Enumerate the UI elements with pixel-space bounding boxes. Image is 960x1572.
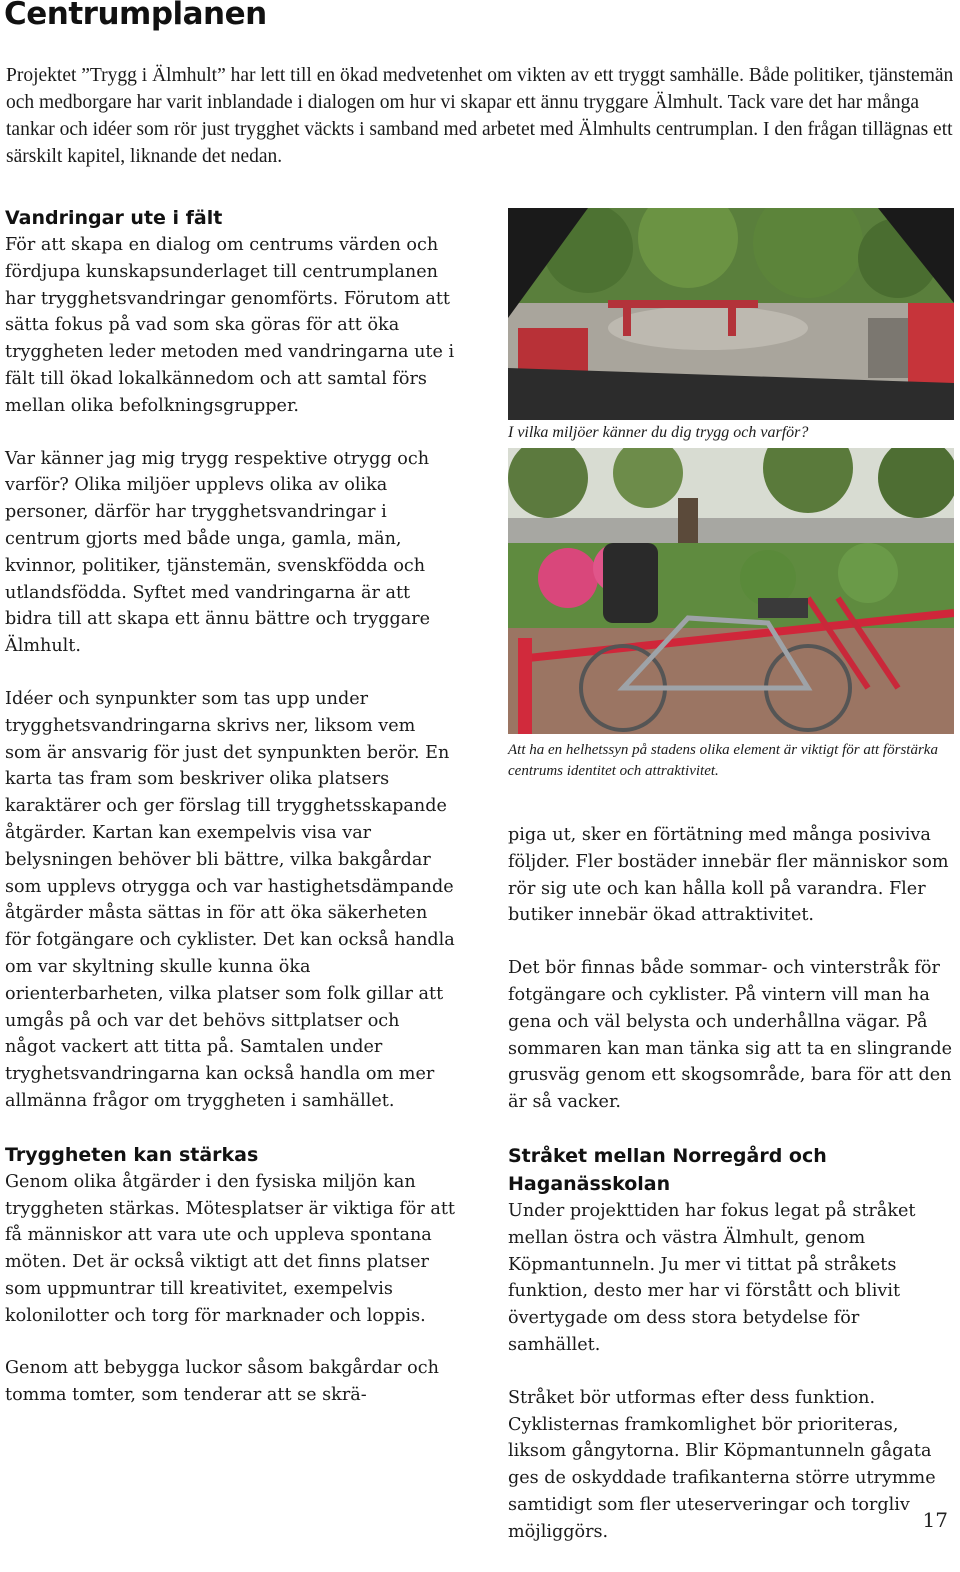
- paragraph: Under projekttiden har fokus legat på stråket mellan östra och västra Älmhult, genom Köpmantunneln. Ju mer vi tittat på stråkets funktion, desto mer har vi förstått och blivit övertygade om dess stora betydelse för samhället.: [508, 1200, 916, 1355]
- figure-caption-1: I vilka miljöer känner du dig trygg och varför?: [508, 424, 809, 441]
- figure-caption-2: Att ha en helhetssyn på stadens olika element är viktigt för att förstärka centrums identitet och attraktivitet.: [508, 742, 938, 779]
- right-column: [508, 822, 956, 1572]
- playground-photo: [508, 208, 954, 420]
- paragraph: Genom olika åtgärder i den fysiska miljön kan tryggheten stärkas. Mötesplatser är viktiga för att få människor att vara ute och uppleva spontana möten. Det är också viktigt att det finns platser som uppmuntrar till kreativitet, exempelvis kolonilotter och torg för marknader och loppis.: [5, 1171, 455, 1326]
- paragraph: Stråket bör utformas efter dess funktion. Cyklisternas framkomlighet bör prioriteras, liksom gångytorna. Blir Köpmantunneln gågata ges de oskyddade trafikanterna större utrymme samtidigt som fler uteserveringar och torgliv möjliggörs.: [508, 1387, 936, 1542]
- paragraph: piga ut, sker en förtätning med många posiviva följder. Fler bostäder innebär fler människor som rör sig ute och kan hålla koll på varandra. Fler butiker innebär ökad attraktivitet.: [508, 825, 949, 926]
- paragraph: Det bör finnas både sommar- och vinterstråk för fotgängare och cyklister. På vintern vill man ha gena och väl belysta och underhållna vägar. På sommaren kan man tänka sig att ta en slingrande grusväg genom ett skogsområde, bara för att den är så vacker.: [508, 958, 953, 1113]
- page-number: 17: [922, 1508, 948, 1532]
- paragraph: Genom att bebygga luckor såsom bakgårdar och tomma tomter, som tenderar att se skrä-: [5, 1358, 439, 1406]
- paragraph: För att skapa en dialog om centrums värden och fördjupa kunskapsunderlaget till centrumplanen har trygghetsvandringar genomförts. Förutom att sätta fokus på vad som ska göras för att öka tryggheten leder metoden med vandringarna ute i fält till ökad lokalkännedom och att samtal förs mellan olika befolkningsgrupper.: [5, 235, 455, 416]
- intro-paragraph: Projektet ”Trygg i Älmhult” har lett till en ökad medvetenhet om vikten av ett tryggt samhälle. Både politiker, tjänstemän och medborgare har varit inblandade i dialogen om hur vi skapar ett ännu tryggare Älmhult. Tack vare det har många tankar och idéer som rör just trygghet väckts i samband med arbetet med Älmhults centrumplan. I den frågan tillägnas ett särskilt kapitel, liknande det nedan.: [6, 65, 954, 167]
- page-title: Centrumplanen: [4, 0, 267, 32]
- heading-straket: Stråket mellan Norregård och Haganässkolan: [508, 1144, 827, 1195]
- heading-vandringar: Vandringar ute i fält: [5, 207, 223, 229]
- bicycle-photo: [508, 448, 954, 734]
- paragraph: Var känner jag mig trygg respektive otrygg och varför? Olika miljöer upplevs olika av olika personer, därför har trygghetsvandringar i centrum gjorts med både unga, gamla, män, kvinnor, politiker, tjänstemän, svenskfödda och utlandsfödda. Syftet med vandringarna är att bidra till att skapa ett ännu bättre och tryggare Älmhult.: [5, 448, 431, 657]
- heading-tryggheten: Tryggheten kan stärkas: [5, 1143, 259, 1166]
- paragraph: Idéer och synpunkter som tas upp under trygghetsvandringarna skrivs ner, liksom vem som är ansvarig för just det synpunkten berör. En karta tas fram som beskriver olika platsers karaktärer och ger förslag till trygghetsskapande åtgärder. Kartan kan exempelvis visa var belysningen behöver bli bättre, vilka bakgårdar som upplevs otrygga och var hastighetsdämpande åtgärder måsta sättas in för att öka säkerheten för fotgängare och cyklister. Det kan också handla om var skyltning skulle kunna öka orienterbarheten, vilka platser som folk gillar att umgås på och var det behövs sittplatser och något vackert att titta på. Samtalen under tryghetsvandringarna kan också handla om mer allmänna frågor om tryggheten i samhället.: [5, 688, 455, 1111]
- left-column: [5, 204, 455, 1435]
